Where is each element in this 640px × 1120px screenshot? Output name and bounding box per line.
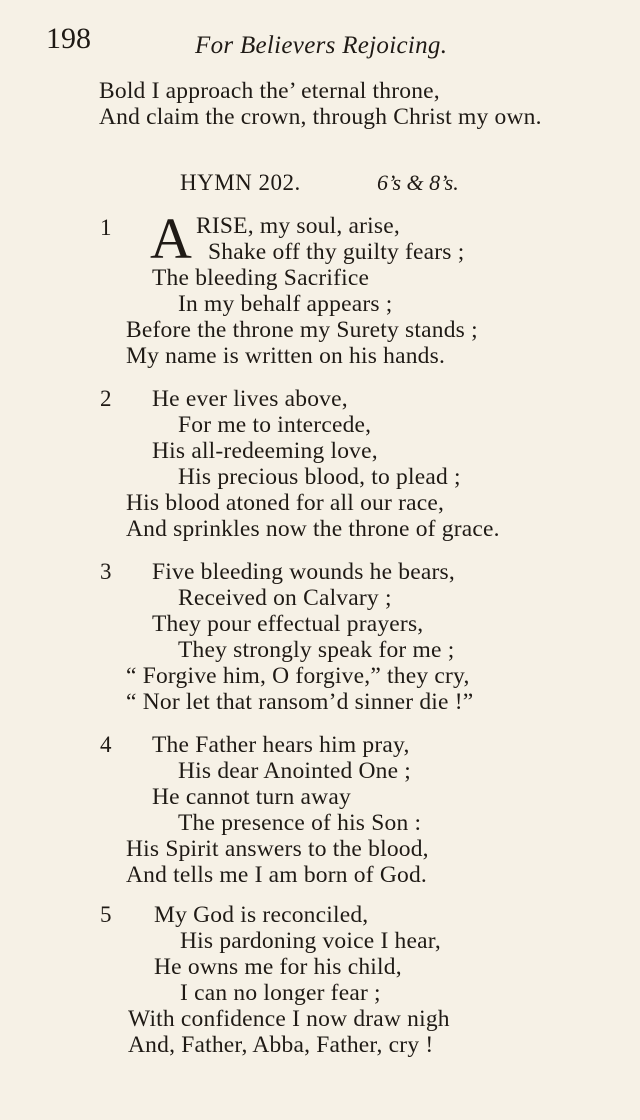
verse-line: And, Father, Abba, Father, cry ! (128, 1032, 434, 1058)
verse-line: My name is written on his hands. (126, 343, 446, 369)
verse-line: His precious blood, to plead ; (178, 464, 461, 490)
verse-line: The bleeding Sacrifice (152, 265, 370, 291)
verse-line: He cannot turn away (152, 784, 351, 810)
verse-line: His Spirit answers to the blood, (126, 836, 429, 862)
carryover-line: And claim the crown, through Christ my own. (99, 104, 542, 130)
verse-line: For me to intercede, (178, 412, 372, 438)
verse-line: The presence of his Son : (178, 810, 422, 836)
verse-line: I can no longer fear ; (180, 980, 381, 1006)
verse-line: “ Forgive him, O forgive,” they cry, (126, 663, 470, 689)
running-head: For Believers Rejoicing. (195, 32, 448, 59)
verse-line: His blood atoned for all our race, (126, 490, 445, 516)
verse-line: His dear Anointed One ; (178, 758, 412, 784)
verse-line: His all-redeeming love, (152, 438, 378, 464)
hymn-meter: 6’s & 8’s. (377, 170, 459, 195)
verse-line: He owns me for his child, (154, 954, 402, 980)
verse-line: They pour effectual prayers, (152, 611, 424, 637)
verse-line: Shake off thy guilty fears ; (208, 239, 465, 265)
verse-line: The Father hears him pray, (152, 732, 410, 758)
verse-line: His pardoning voice I hear, (180, 928, 441, 954)
verse-line: RISE, my soul, arise, (196, 213, 400, 239)
verse-line: He ever lives above, (152, 386, 348, 412)
drop-cap: A (150, 206, 192, 271)
hymn-title: HYMN 202. (180, 170, 301, 195)
page-number: 198 (46, 22, 91, 55)
verse-line: With confidence I now draw nigh (128, 1006, 450, 1032)
stanza-number: 3 (100, 559, 112, 584)
verse-line: Received on Calvary ; (178, 585, 392, 611)
verse-line: In my behalf appears ; (178, 291, 393, 317)
stanza-number: 5 (100, 902, 112, 927)
verse-line: Five bleeding wounds he bears, (152, 559, 455, 585)
verse-line: “ Nor let that ransom’d sinner die !” (126, 689, 474, 715)
verse-line: My God is reconciled, (154, 902, 369, 928)
verse-line: They strongly speak for me ; (178, 637, 455, 663)
stanza-number: 4 (100, 732, 112, 757)
verse-line: And tells me I am born of God. (126, 862, 428, 888)
carryover-line: Bold I approach the’ eternal throne, (99, 78, 440, 104)
verse-line: And sprinkles now the throne of grace. (126, 516, 500, 542)
stanza-number: 2 (100, 386, 112, 411)
stanza-number: 1 (100, 215, 112, 240)
verse-line: Before the throne my Surety stands ; (126, 317, 478, 343)
